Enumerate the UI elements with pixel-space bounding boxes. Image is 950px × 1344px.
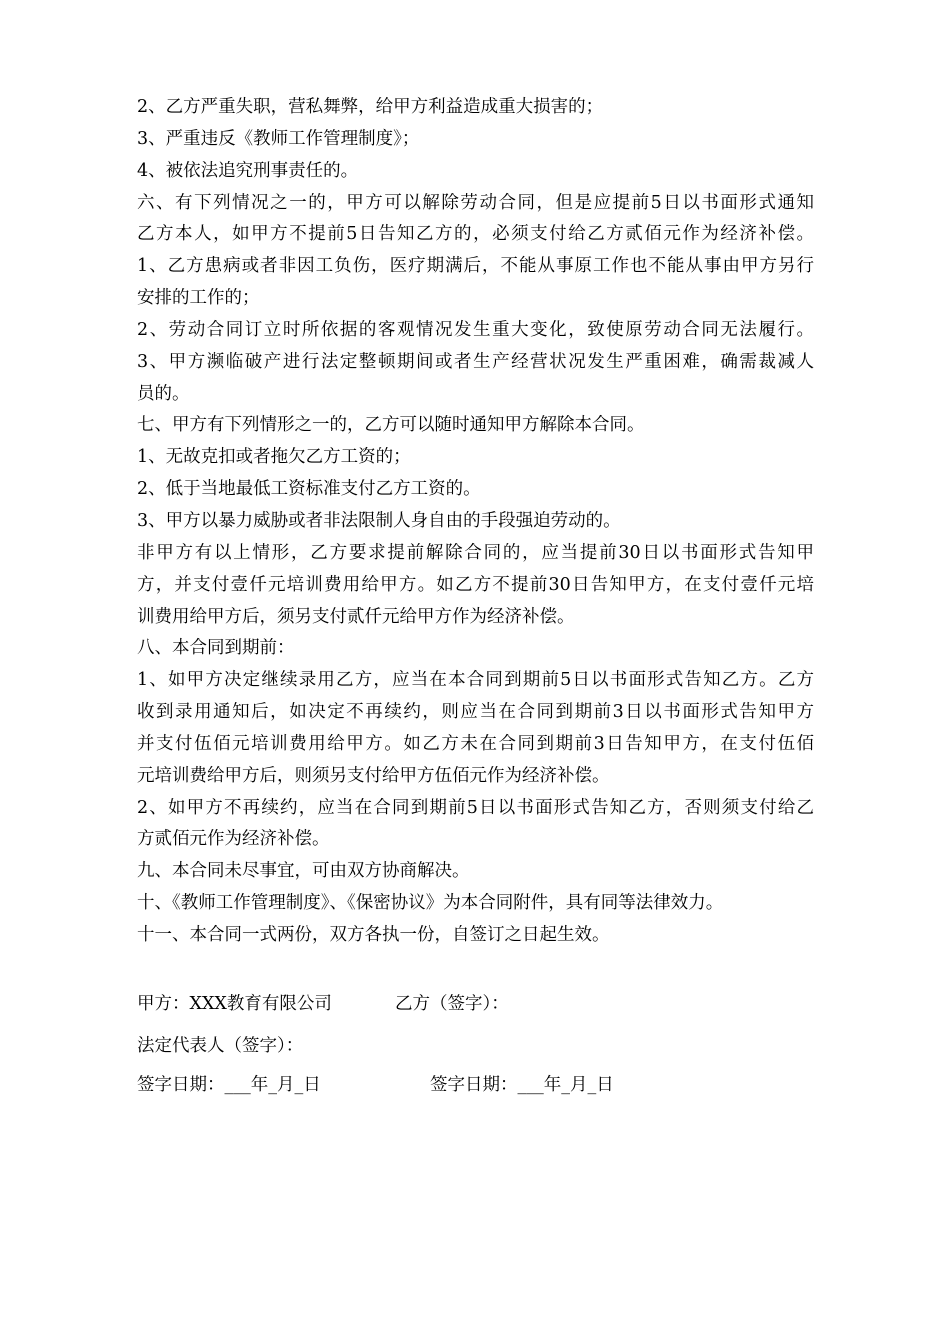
contract-body (137, 92, 814, 952)
clause-line: 2、劳动合同订立时所依据的客观情况发生重大变化，致使原劳动合同无法履行。 (137, 319, 814, 340)
clause-line: 七、甲方有下列情形之一的，乙方可以随时通知甲方解除本合同。 (137, 415, 645, 436)
party-b-sign-date: 签字日期：___年_月_日 (430, 1075, 614, 1095)
clause-line: 安排的工作的； (137, 288, 260, 309)
clause-line: 3、甲方以暴力威胁或者非法限制人身自由的手段强迫劳动的。 (137, 510, 621, 531)
clause-line: 2、低于当地最低工资标准支付乙方工资的。 (137, 479, 481, 500)
clause-line: 乙方本人，如甲方不提前5日告知乙方的，必须支付给乙方贰佰元作为经济补偿。 (137, 224, 814, 245)
clause-line: 2、如甲方不再续约，应当在合同到期前5日以书面形式告知乙方，否则须支付给乙 (137, 797, 814, 818)
clause-line: 元培训费给甲方后，则须另支付给甲方伍佰元作为经济补偿。 (137, 765, 610, 786)
clause-line: 十一、本合同一式两份，双方各执一份，自签订之日起生效。 (137, 924, 610, 945)
party-a-sign-date: 签字日期：___年_月_日 (137, 1075, 321, 1095)
clause-line: 4、被依法追究刑事责任的。 (137, 160, 359, 181)
party-b-signature-label: 乙方（签字）： (395, 994, 509, 1014)
clause-line: 1、如甲方决定继续录用乙方，应当在本合同到期前5日以书面形式告知乙方。乙方 (137, 670, 814, 691)
clause-line: 3、严重违反《教师工作管理制度》； (137, 128, 420, 149)
clause-line: 1、无故克扣或者拖欠乙方工资的； (137, 447, 411, 468)
clause-line: 十、《教师工作管理制度》、《保密协议》为本合同附件，具有同等法律效力。 (137, 893, 724, 914)
clause-line: 方贰佰元作为经济补偿。 (137, 829, 330, 850)
clause-line: 1、乙方患病或者非因工负伤，医疗期满后，不能从事原工作也不能从事由甲方另行 (137, 256, 814, 277)
clause-line: 六、有下列情况之一的，甲方可以解除劳动合同，但是应提前5日以书面形式通知 (137, 192, 814, 213)
clause-line: 训费用给甲方后，须另支付贰仟元给甲方作为经济补偿。 (137, 606, 575, 627)
clause-line: 2、乙方严重失职，营私舞弊，给甲方利益造成重大损害的； (137, 97, 604, 117)
legal-representative-signature-label: 法定代表人（签字）： (137, 1036, 304, 1056)
clause-line: 非甲方有以上情形，乙方要求提前解除合同的，应当提前30日以书面形式告知甲 (137, 542, 814, 563)
clause-line: 员的。 (137, 383, 190, 404)
clause-line: 收到录用通知后，如决定不再续约，则应当在合同到期前3日以书面形式告知甲方 (137, 702, 814, 723)
clause-line: 方，并支付壹仟元培训费用给甲方。如乙方不提前30日告知甲方，在支付壹仟元培 (137, 574, 814, 595)
clause-line: 八、本合同到期前： (137, 638, 295, 659)
clause-line: 并支付伍佰元培训费用给甲方。如乙方未在合同到期前3日告知甲方，在支付伍佰 (137, 733, 814, 754)
clause-line: 九、本合同未尽事宜，可由双方协商解决。 (137, 861, 470, 882)
party-a-label: 甲方：XXX教育有限公司 (137, 994, 332, 1014)
clause-line: 3、甲方濒临破产进行法定整顿期间或者生产经营状况发生严重困难，确需裁减人 (137, 351, 814, 372)
